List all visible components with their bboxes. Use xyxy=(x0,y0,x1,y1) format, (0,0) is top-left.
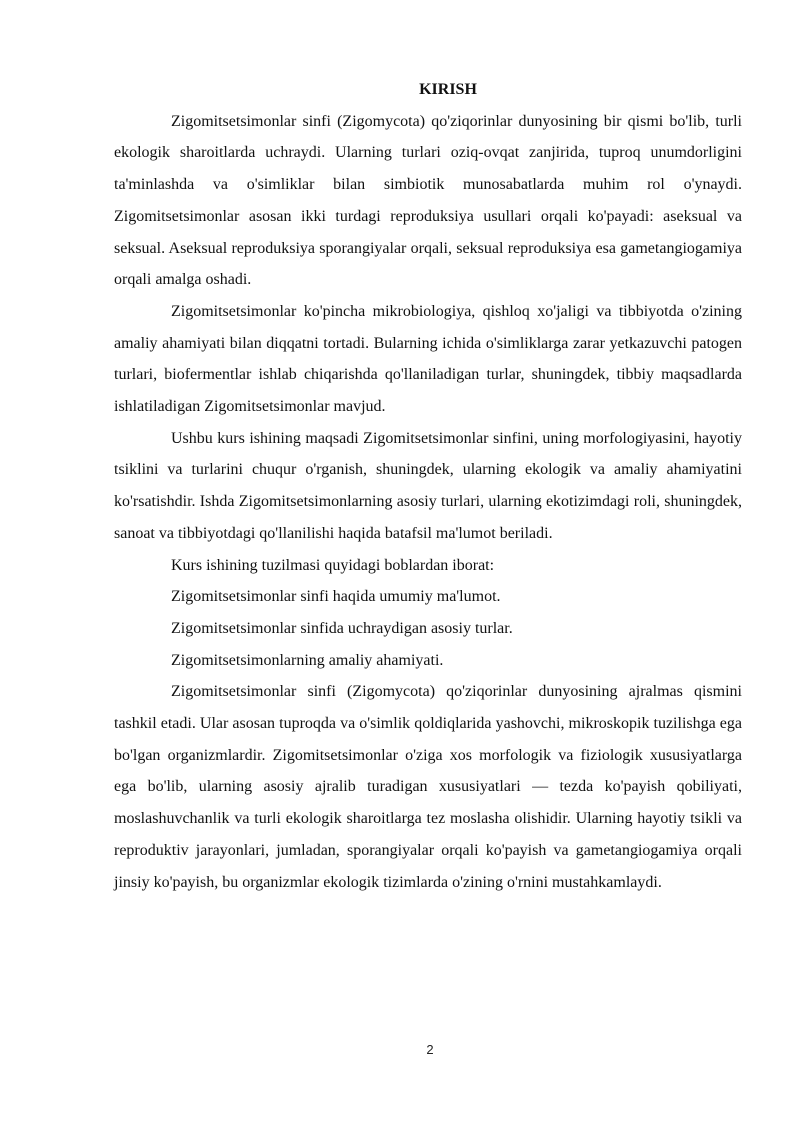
paragraph-goal: Ushbu kurs ishining maqsadi Zigomitsetsimonlar sinfini, uning morfologiyasini, hayotiy tsiklini va turlarini chuqur o'rganish, shuningdek, ularning ekologik va amaliy ahamiyatini ko'rsatishdir. Ishda Zigomitsetsimonlarning asosiy turlari, ularning ekotizimdagi roli, shuningdek, sanoat va tibbiyotdagi qo'llanilishi haqida batafsil ma'lumot beriladi. xyxy=(114,429,742,542)
paragraph-intro: Zigomitsetsimonlar sinfi (Zigomycota) qo'ziqorinlar dunyosining bir qismi bo'lib, turli ekologik sharoitlarda uchraydi. Ularning turlari oziq-ovqat zanjirida, tuproq unumdorligini ta'minlashda va o'simliklar bilan simbiotik munosabatlarda muhim rol o'ynaydi. Zigomitsetsimonlar asosan ikki turdagi reproduksiya usullari orqali ko'payadi: aseksual va seksual. Aseksual reproduksiya sporangiyalar orqali, seksual reproduksiya esa gametangiogamiya orqali amalga oshadi. xyxy=(114,112,742,289)
structure-item-2: Zigomitsetsimonlar sinfida uchraydigan asosiy turlar. xyxy=(171,619,513,637)
page-number: 2 xyxy=(426,1042,434,1057)
paragraph-applications: Zigomitsetsimonlar ko'pincha mikrobiologiya, qishloq xo'jaligi va tibbiyotda o'zining amaliy ahamiyati bilan diqqatni tortadi. Bularning ichida o'simliklarga zarar yetkazuvchi patogen turlari, biofermentlar ishlab chiqarishda qo'llaniladigan turlar, shuningdek, tibbiy maqsadlarda ishlatiladigan Zigomitsetsimonlar mavjud. xyxy=(114,302,742,416)
page-title: KIRISH xyxy=(419,81,477,98)
structure-intro: Kurs ishining tuzilmasi quyidagi boblardan iborat: xyxy=(171,556,495,574)
paragraph-overview: Zigomitsetsimonlar sinfi (Zigomycota) qo'ziqorinlar dunyosining ajralmas qismini tashkil etadi. Ular asosan tuproqda va o'simlik qoldiqlarida yashovchi, mikroskopik tuzilishga ega bo'lgan organizmlardir. Zigomitsetsimonlar o'ziga xos morfologik va fiziologik xususiyatlarga ega bo'lib, ularning asosiy ajralib turadigan xususiyatlari — tezda ko'payish qobiliyati, moslashuvchanlik va turli ekologik sharoitlarga tez moslasha olishidir. Ularning hayotiy tsikli va reproduktiv jarayonlari, jumladan, sporangiyalar orqali ko'payish va gametangiogamiya orqali jinsiy ko'payish, bu organizmlar ekologik tizimlarda o'zining o'rnini mustahkamlaydi. xyxy=(114,683,742,891)
structure-item-3: Zigomitsetsimonlarning amaliy ahamiyati. xyxy=(171,651,444,669)
page-body xyxy=(114,74,742,898)
structure-item-1: Zigomitsetsimonlar sinfi haqida umumiy ma'lumot. xyxy=(171,588,501,606)
